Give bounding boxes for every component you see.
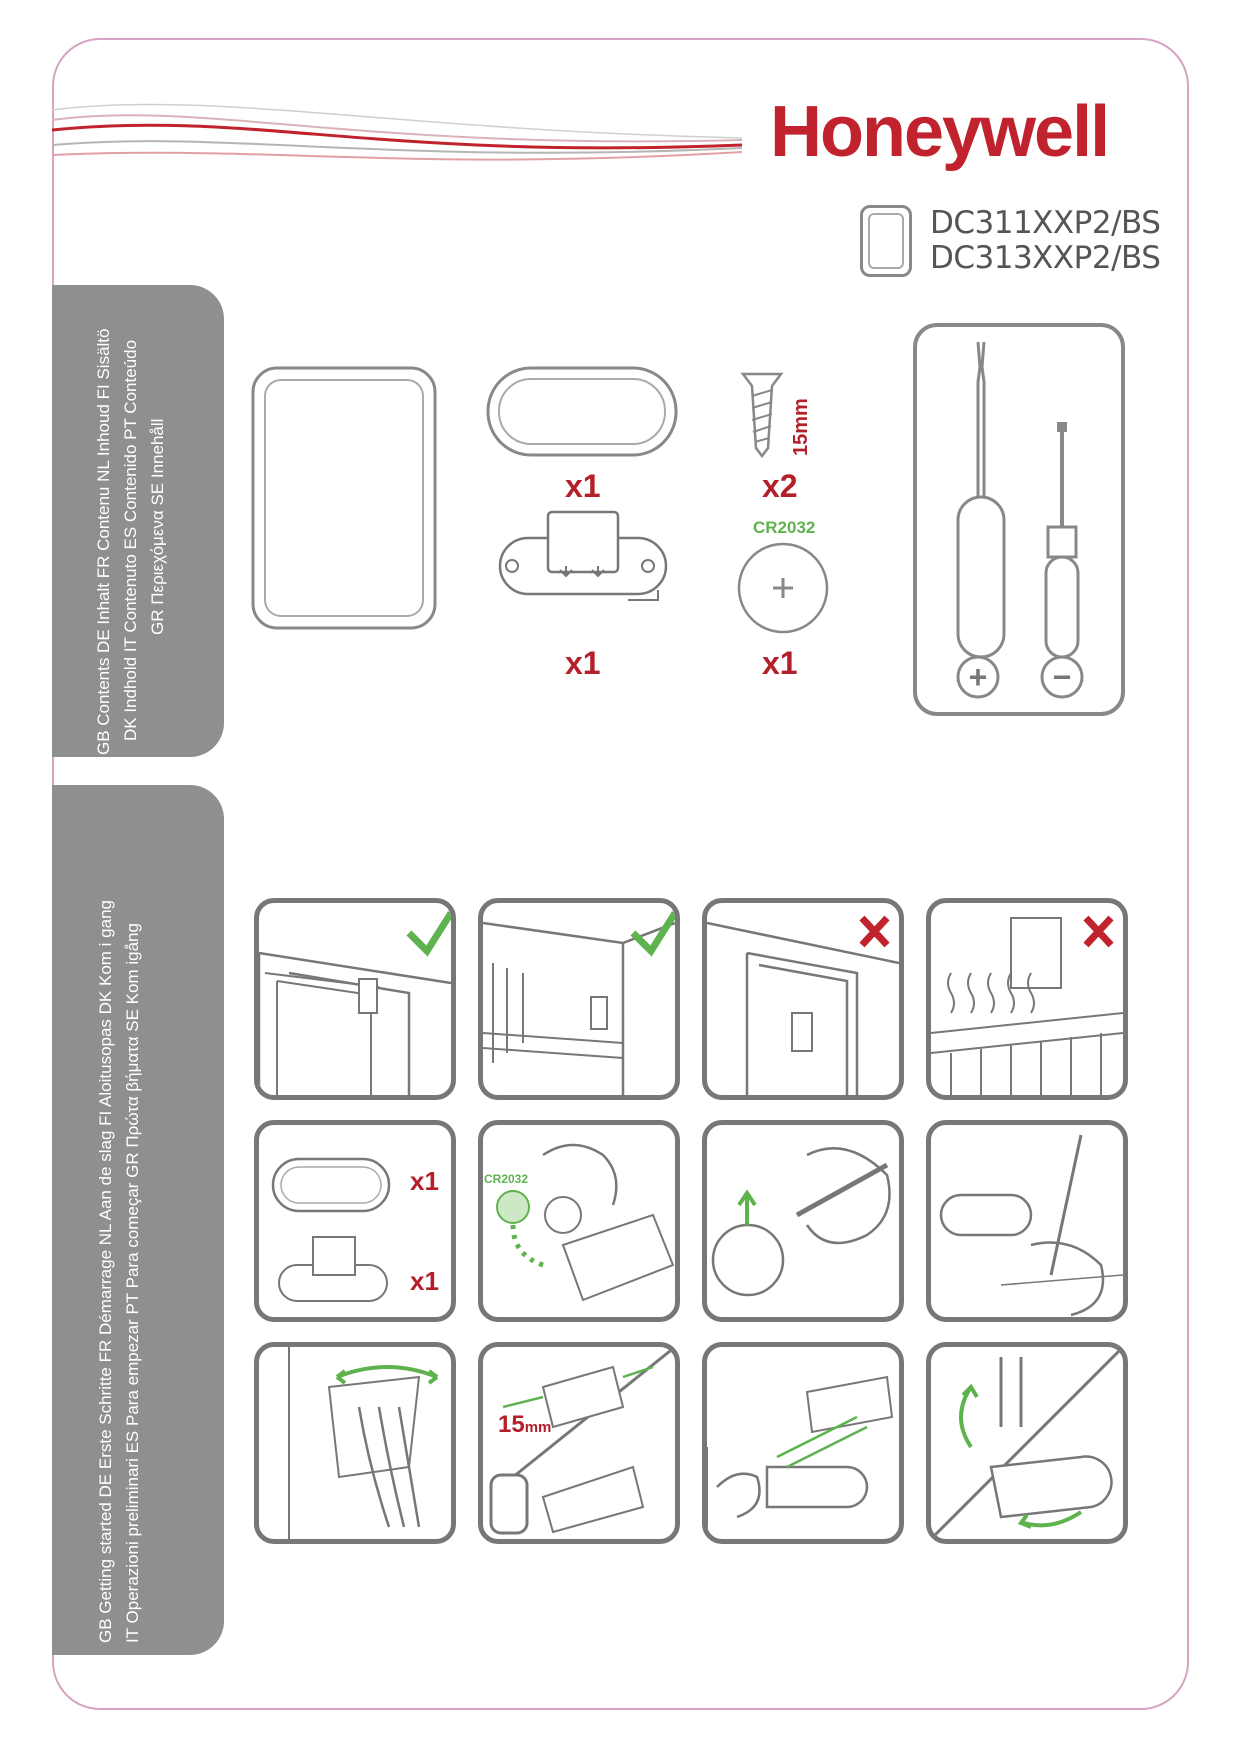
screw-count: x2 (762, 468, 798, 504)
step-incorrect-placement-near-radiator (926, 898, 1128, 1100)
magnet-count: x1 (565, 468, 601, 504)
step-distance-unit: mm (524, 1419, 552, 1436)
step-correct-placement-window (478, 898, 680, 1100)
step-mark-position (926, 1120, 1128, 1322)
bracket-count: x1 (565, 645, 601, 681)
device-outline-icon (860, 205, 912, 277)
step-attach-magnet (702, 1342, 904, 1544)
getting-started-heading-line-1: GB Getting started DE Erste Schritte FR Démarrage NL Aan de slag FI Aloitusopas DK Kom i gang (96, 900, 115, 1643)
mounting-bracket-illustration (488, 508, 678, 628)
step-remove-cover (926, 1342, 1128, 1544)
step-fix-bracket-screws (478, 1342, 680, 1544)
screw-illustration (738, 368, 788, 458)
screw-length-label: 15mm (790, 398, 812, 456)
step-distance-value: 15 (498, 1411, 525, 1438)
getting-started-section-tab (52, 785, 224, 1655)
model-number-2: DC313XXP2/BS (930, 240, 1161, 276)
phillips-symbol: + (968, 659, 988, 695)
brand-logo: Honeywell (770, 92, 1109, 172)
model-number-1: DC311XXP2/BS (930, 205, 1161, 241)
brand-swoosh-graphic (52, 90, 752, 180)
getting-started-heading-line-2: IT Operazioni preliminari ES Para empezar PT Para começar GR Πρώτα βήματα SE Kom igång (123, 923, 142, 1643)
contents-section-tab (52, 285, 224, 757)
detector-unit-illustration (250, 365, 440, 635)
battery-type-label: CR2032 (753, 518, 816, 537)
battery-illustration (735, 540, 831, 636)
contents-heading-line-1: GB Contents DE Inhalt FR Contenu NL Inhoud FI Sisältö (94, 328, 113, 755)
step-battery-label: CR2032 (484, 1172, 529, 1186)
flathead-symbol: − (1052, 659, 1072, 695)
step-open-magnet-cover (702, 1120, 904, 1322)
step-clean-surface (254, 1342, 456, 1544)
step-bracket-count: x1 (410, 1266, 439, 1296)
step-distance-label (498, 1411, 551, 1439)
battery-count: x1 (762, 645, 798, 681)
magnet-illustration (485, 365, 680, 460)
tools-box-illustration (912, 322, 1126, 717)
step-insert-battery (478, 1120, 680, 1322)
contents-heading-line-2: DK Indhold IT Contenuto ES Contenido PT Conteúdo (121, 339, 140, 741)
step-magnet-count: x1 (410, 1166, 439, 1196)
contents-heading-line-3: GR Περιεχόμενα SE Innehåll (148, 418, 167, 635)
step-correct-placement-door-frame (254, 898, 456, 1100)
step-incorrect-placement-door-center (702, 898, 904, 1100)
